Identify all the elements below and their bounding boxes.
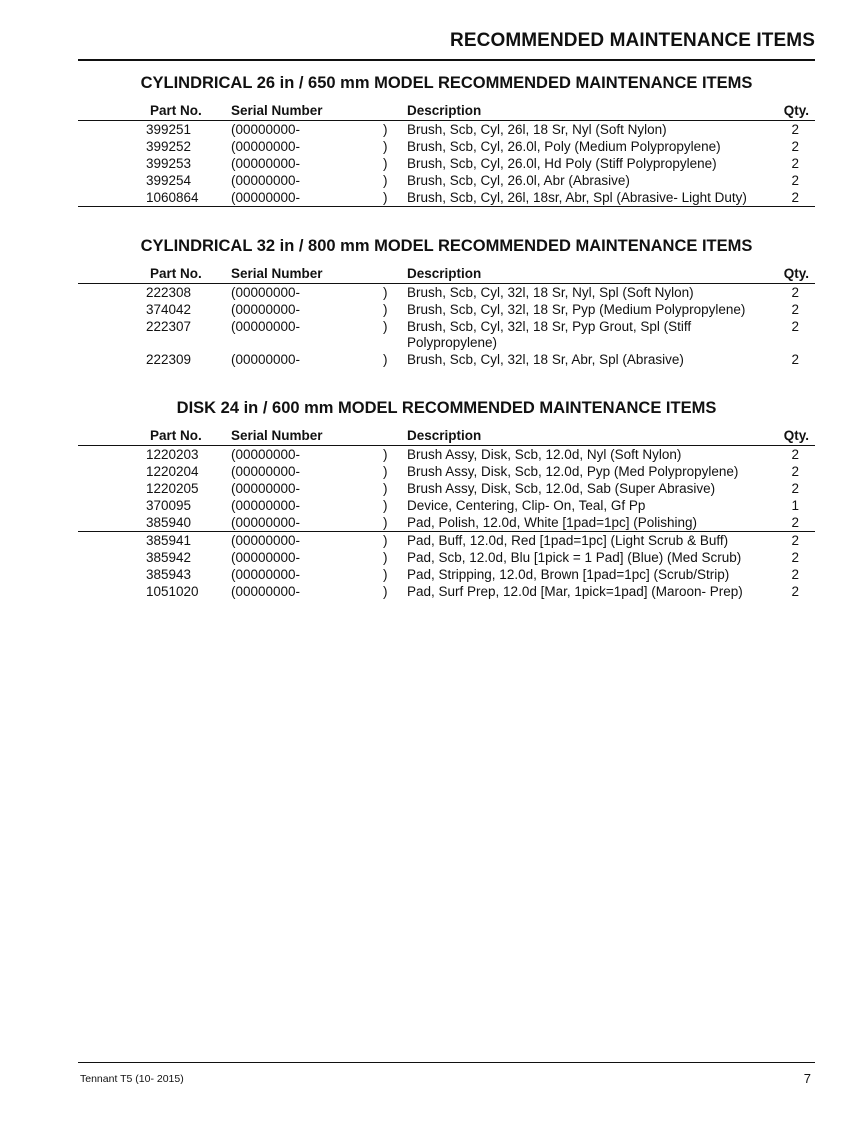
part-no: 1220205: [146, 481, 199, 496]
description: Pad, Stripping, 12.0d, Brown [1pad=1pc] (Scrub/Strip): [407, 567, 730, 582]
table-row: [78, 566, 815, 583]
serial-close: ): [383, 285, 388, 300]
serial-number: (00000000-: [231, 498, 301, 513]
section-cylindrical-26: [78, 73, 815, 207]
serial-close: ): [383, 584, 388, 599]
part-no: 222307: [146, 319, 192, 334]
part-no: 374042: [146, 302, 192, 317]
table-row: [78, 318, 815, 351]
col-serial-number: Serial Number: [231, 103, 323, 118]
qty: 2: [791, 447, 799, 462]
table-body: [78, 121, 815, 207]
serial-close: ): [383, 319, 388, 334]
qty: 2: [791, 173, 799, 188]
serial-number: (00000000-: [231, 584, 301, 599]
table-row: [78, 549, 815, 566]
serial-number: (00000000-: [231, 447, 301, 462]
serial-close: ): [383, 352, 388, 367]
part-no: 1220204: [146, 464, 199, 479]
serial-number: (00000000-: [231, 533, 301, 548]
qty: 2: [791, 139, 799, 154]
serial-number: (00000000-: [231, 139, 301, 154]
serial-number: (00000000-: [231, 302, 301, 317]
col-part-no: Part No.: [150, 428, 202, 443]
table-row: [78, 446, 815, 463]
qty: 2: [791, 190, 799, 205]
qty: 2: [791, 481, 799, 496]
serial-number: (00000000-: [231, 352, 301, 367]
serial-number: (00000000-: [231, 550, 301, 565]
qty: 1: [791, 498, 799, 513]
description: Brush, Scb, Cyl, 32l, 18 Sr, Pyp Grout, Spl (Stiff Polypropylene): [407, 319, 692, 350]
part-no: 385940: [146, 515, 192, 530]
col-part-no: Part No.: [150, 103, 202, 118]
serial-number: (00000000-: [231, 464, 301, 479]
table-row: [78, 514, 815, 532]
table-body: [78, 446, 815, 600]
table-row: [78, 121, 815, 138]
description: Brush, Scb, Cyl, 32l, 18 Sr, Abr, Spl (Abrasive): [407, 352, 684, 367]
qty: 2: [791, 302, 799, 317]
serial-close: ): [383, 481, 388, 496]
table-row: [78, 189, 815, 207]
qty: 2: [791, 550, 799, 565]
serial-number: (00000000-: [231, 156, 301, 171]
serial-number: (00000000-: [231, 567, 301, 582]
table-row: [78, 351, 815, 368]
description: Brush, Scb, Cyl, 32l, 18 Sr, Nyl, Spl (Soft Nylon): [407, 285, 694, 300]
table-row: [78, 583, 815, 600]
description: Brush, Scb, Cyl, 32l, 18 Sr, Pyp (Medium Polypropylene): [407, 302, 746, 317]
description: Brush Assy, Disk, Scb, 12.0d, Nyl (Soft Nylon): [407, 447, 682, 462]
table-row: [78, 301, 815, 318]
qty: 2: [791, 352, 799, 367]
description: Brush Assy, Disk, Scb, 12.0d, Sab (Super Abrasive): [407, 481, 716, 496]
col-qty: Qty.: [783, 428, 809, 443]
part-no: 1220203: [146, 447, 199, 462]
table-header: [78, 103, 815, 120]
qty: 2: [791, 567, 799, 582]
part-no: 385942: [146, 550, 192, 565]
table-row: [78, 155, 815, 172]
qty: 2: [791, 122, 799, 137]
section-title: CYLINDRICAL 26 in / 650 mm MODEL RECOMMENDED MAINTENANCE ITEMS: [140, 74, 753, 92]
serial-close: ): [383, 533, 388, 548]
part-no: 1051020: [146, 584, 199, 599]
description: Pad, Polish, 12.0d, White [1pad=1pc] (Polishing): [407, 515, 698, 530]
section-title: CYLINDRICAL 32 in / 800 mm MODEL RECOMMENDED MAINTENANCE ITEMS: [140, 237, 753, 255]
serial-close: ): [383, 139, 388, 154]
serial-close: ): [383, 156, 388, 171]
serial-number: (00000000-: [231, 173, 301, 188]
page-footer: [78, 1062, 815, 1093]
part-no: 399252: [146, 139, 192, 154]
section-disk-24: [78, 398, 815, 600]
section-title: DISK 24 in / 600 mm MODEL RECOMMENDED MAINTENANCE ITEMS: [176, 399, 717, 417]
description: Brush, Scb, Cyl, 26l, 18sr, Abr, Spl (Abrasive- Light Duty): [407, 190, 747, 205]
serial-close: ): [383, 447, 388, 462]
table-row: [78, 532, 815, 549]
serial-close: ): [383, 173, 388, 188]
col-serial-number: Serial Number: [231, 428, 323, 443]
col-qty: Qty.: [783, 103, 809, 118]
description: Pad, Scb, 12.0d, Blu [1pick = 1 Pad] (Blue) (Med Scrub): [407, 550, 742, 565]
serial-close: ): [383, 122, 388, 137]
document-id: Tennant T5 (10- 2015): [80, 1073, 184, 1085]
part-no: 399253: [146, 156, 192, 171]
table-body: [78, 284, 815, 368]
serial-close: ): [383, 550, 388, 565]
serial-close: ): [383, 190, 388, 205]
description: Device, Centering, Clip- On, Teal, Gf Pp: [407, 498, 646, 513]
table-row: [78, 463, 815, 480]
table-row: [78, 480, 815, 497]
part-no: 399254: [146, 173, 192, 188]
qty: 2: [791, 584, 799, 599]
col-qty: Qty.: [783, 266, 809, 281]
description: Pad, Surf Prep, 12.0d [Mar, 1pick=1pad] (Maroon- Prep): [407, 584, 743, 599]
table-row: [78, 497, 815, 514]
qty: 2: [791, 285, 799, 300]
description: Brush, Scb, Cyl, 26.0l, Poly (Medium Polypropylene): [407, 139, 721, 154]
description: Brush, Scb, Cyl, 26l, 18 Sr, Nyl (Soft Nylon): [407, 122, 667, 137]
qty: 2: [791, 319, 799, 334]
page-header: [78, 30, 815, 61]
table-row: [78, 284, 815, 301]
table-row: [78, 172, 815, 189]
col-description: Description: [407, 103, 482, 118]
description: Pad, Buff, 12.0d, Red [1pad=1pc] (Light Scrub & Buff): [407, 533, 729, 548]
section-cylindrical-32: [78, 236, 815, 368]
col-serial-number: Serial Number: [231, 266, 323, 281]
description: Brush Assy, Disk, Scb, 12.0d, Pyp (Med Polypropylene): [407, 464, 739, 479]
page-number: 7: [803, 1071, 811, 1086]
serial-number: (00000000-: [231, 319, 301, 334]
serial-number: (00000000-: [231, 122, 301, 137]
description: Brush, Scb, Cyl, 26.0l, Hd Poly (Stiff Polypropylene): [407, 156, 717, 171]
serial-number: (00000000-: [231, 515, 301, 530]
part-no: 222309: [146, 352, 192, 367]
serial-close: ): [383, 302, 388, 317]
part-no: 399251: [146, 122, 192, 137]
part-no: 385941: [146, 533, 192, 548]
serial-number: (00000000-: [231, 481, 301, 496]
description: Brush, Scb, Cyl, 26.0l, Abr (Abrasive): [407, 173, 630, 188]
qty: 2: [791, 156, 799, 171]
serial-close: ): [383, 515, 388, 530]
part-no: 370095: [146, 498, 192, 513]
table-header: [78, 428, 815, 445]
table-row: [78, 138, 815, 155]
table-header: [78, 266, 815, 283]
part-no: 1060864: [146, 190, 199, 205]
page-title: RECOMMENDED MAINTENANCE ITEMS: [450, 30, 815, 51]
serial-close: ): [383, 567, 388, 582]
serial-number: (00000000-: [231, 190, 301, 205]
serial-close: ): [383, 464, 388, 479]
col-part-no: Part No.: [150, 266, 202, 281]
col-description: Description: [407, 266, 482, 281]
qty: 2: [791, 515, 799, 530]
serial-close: ): [383, 498, 388, 513]
qty: 2: [791, 464, 799, 479]
qty: 2: [791, 533, 799, 548]
part-no: 385943: [146, 567, 192, 582]
serial-number: (00000000-: [231, 285, 301, 300]
part-no: 222308: [146, 285, 192, 300]
col-description: Description: [407, 428, 482, 443]
